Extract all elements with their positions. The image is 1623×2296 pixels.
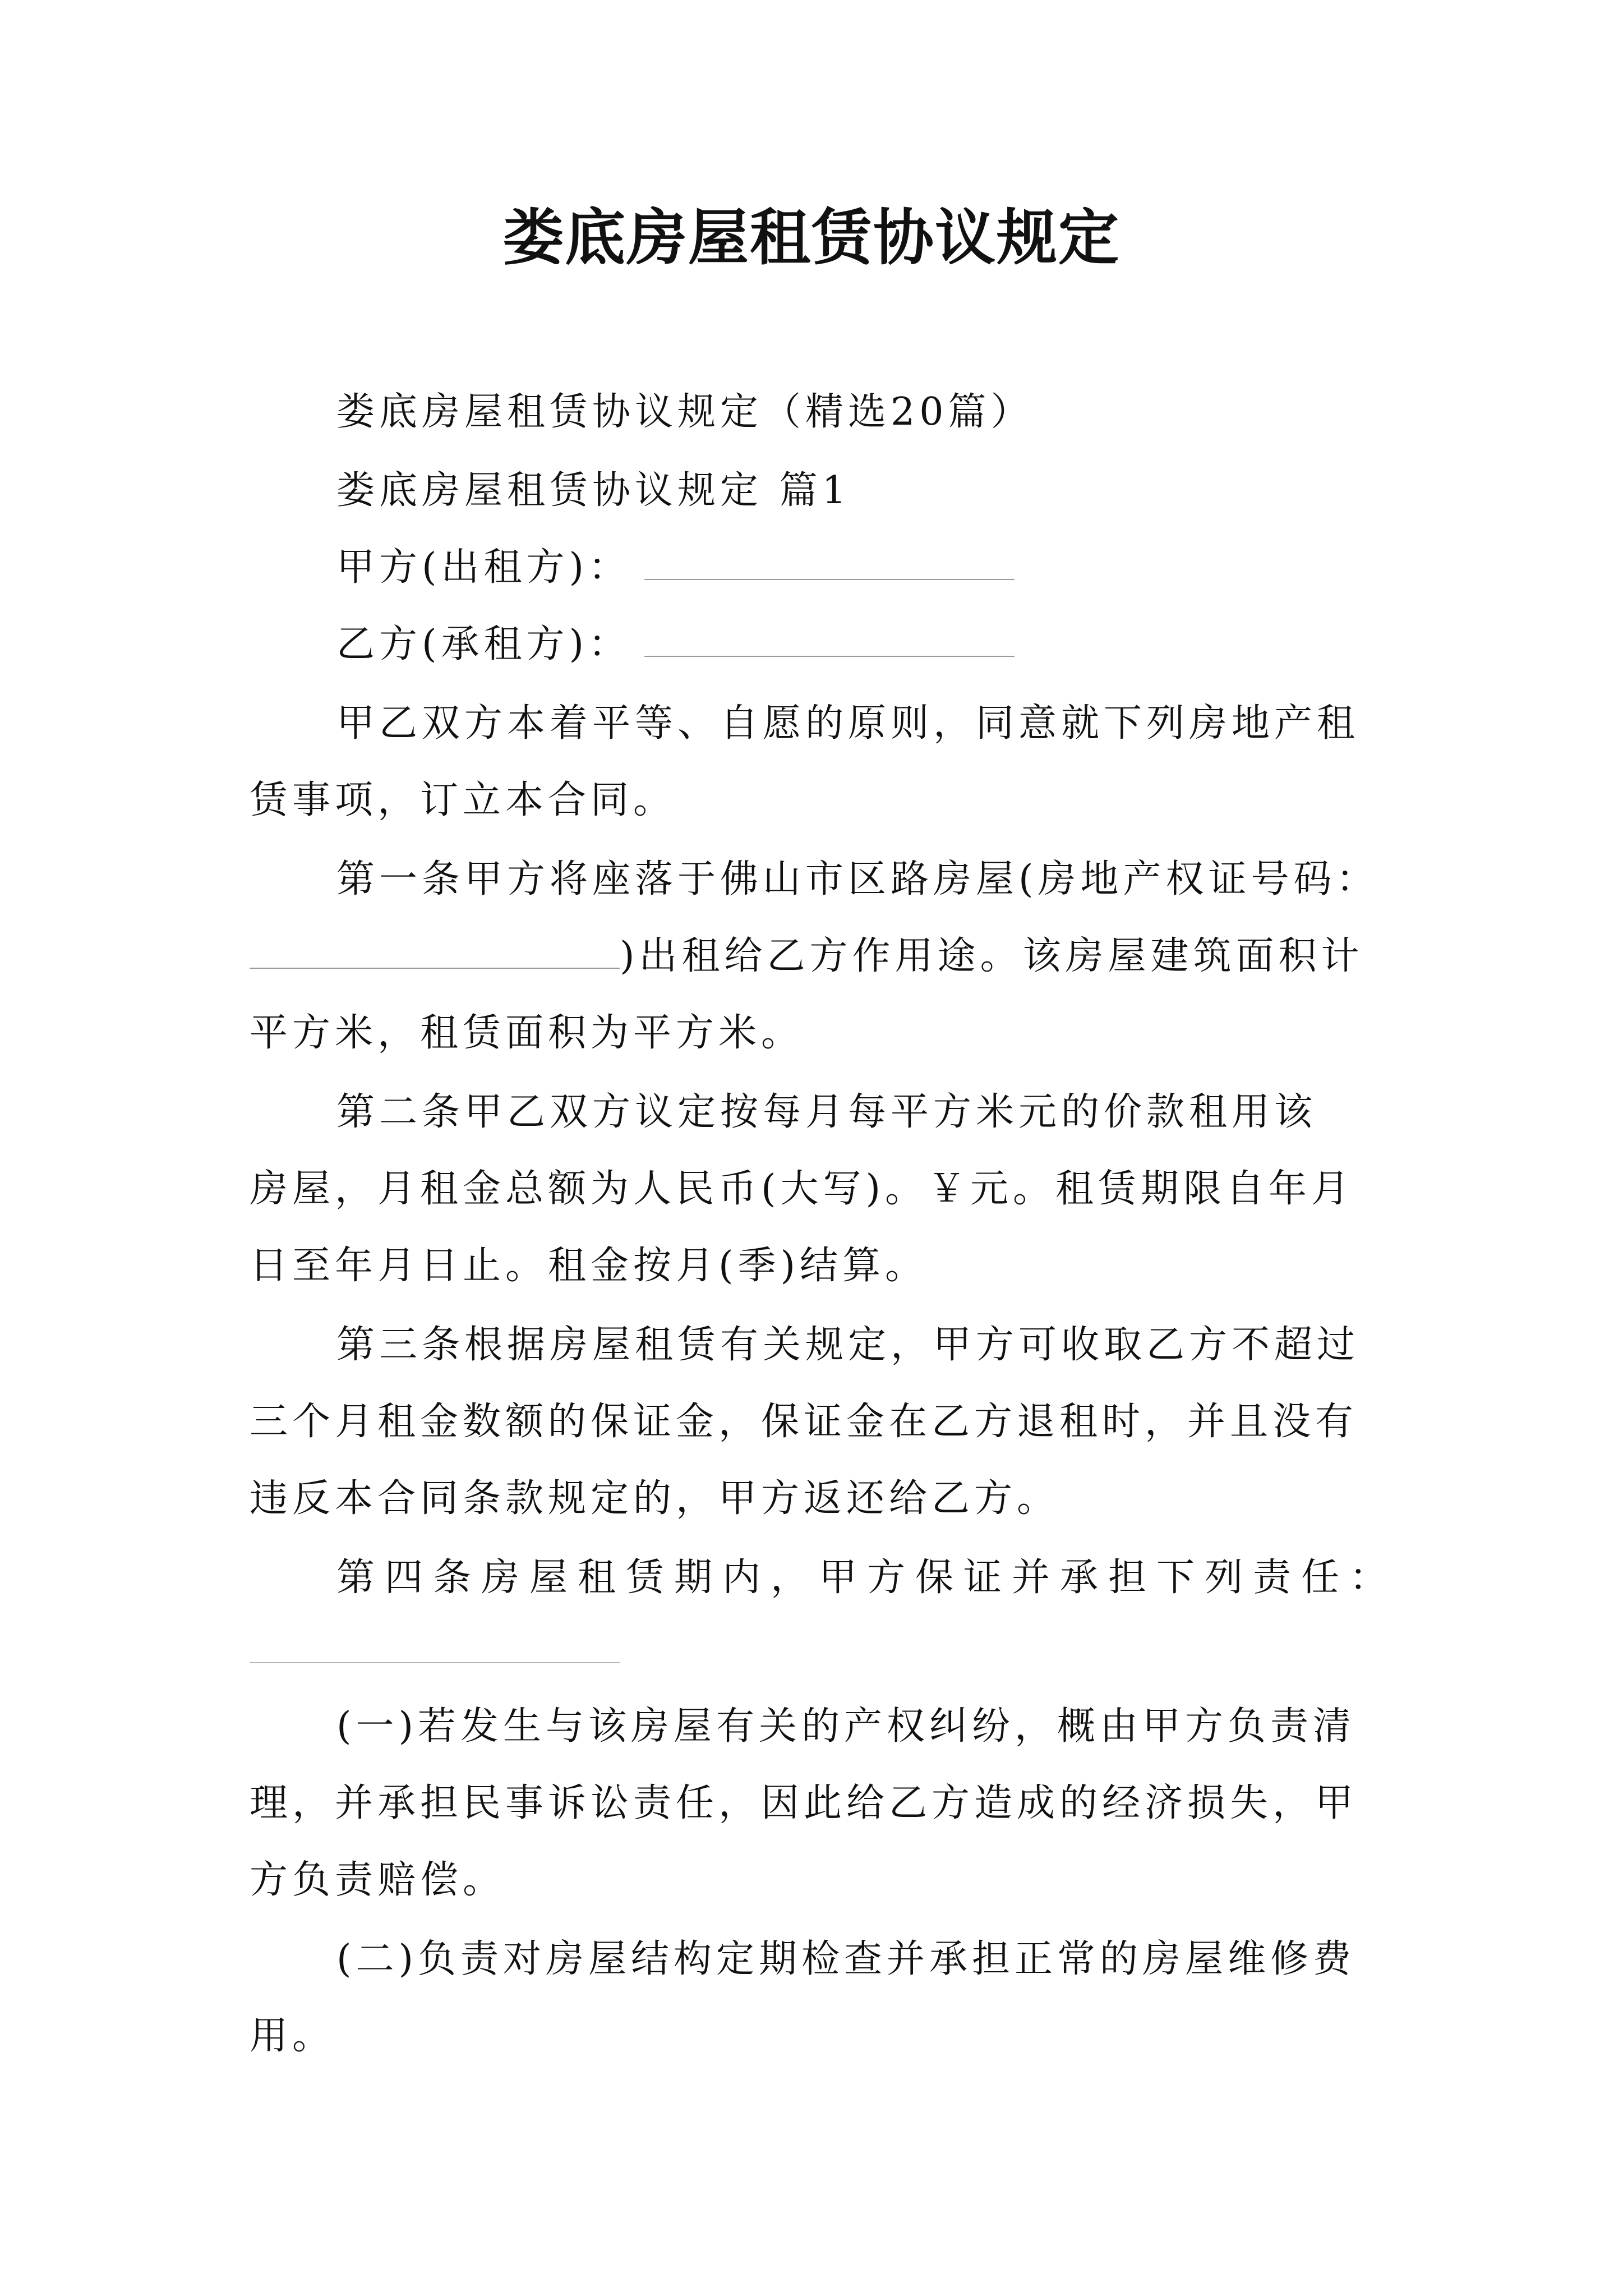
paragraph-3-line-3: 日至年月日止。租金按月(季)结算。 [250,1244,928,1288]
paragraph-2-line-1: 第一条甲方将座落于佛山市区路房屋(房地产权证号码： [336,857,1379,901]
party-a-label: 甲方(出租方)： [336,545,631,590]
paragraph-4-line-2: 三个月租金数额的保证金，保证金在乙方退租时，并且没有 [250,1400,1358,1444]
paragraph-7-line-2: 用。 [250,2014,335,2058]
party-b-blank [644,621,1015,657]
party-b-line [336,619,1015,670]
party-a-line [336,542,1015,593]
paragraph-1-line-1: 甲乙双方本着平等、自愿的原则，同意就下列房地产租 [336,701,1360,746]
paragraph-3-line-2: 房屋，月租金总额为人民币(大写)。￥元。租赁期限自年月 [250,1167,1354,1211]
paragraph-2-line-3: 平方米，租赁面积为平方米。 [250,1011,804,1055]
paragraph-6-line-1: (一)若发生与该房屋有关的产权纠纷，概由甲方负责清 [336,1704,1356,1749]
paragraph-7-line-1: (二)负责对房屋结构定期检查并承担正常的房屋维修费 [336,1937,1356,1981]
page-separator [250,1662,620,1663]
paragraph-4-line-3: 违反本合同条款规定的，甲方返还给乙方。 [250,1476,1060,1521]
paragraph-4-line-1: 第三条根据房屋租赁有关规定，甲方可收取乙方不超过 [336,1323,1360,1367]
party-b-label: 乙方(承租方)： [336,622,631,666]
document-title: 娄底房屋租赁协议规定 [502,203,1120,273]
paragraph-2-line-2 [250,931,1364,982]
certificate-number-blank [250,933,620,969]
section-heading: 娄底房屋租赁协议规定 篇1 [336,468,851,513]
paragraph-6-line-2: 理，并承担民事诉讼责任，因此给乙方造成的经济损失，甲 [250,1781,1358,1825]
paragraph-2-line-2-text: )出租给乙方作用途。该房屋建筑面积计 [620,934,1364,978]
party-a-blank [644,544,1015,580]
paragraph-1-line-2: 赁事项，订立本合同。 [250,778,676,822]
document-subtitle: 娄底房屋租赁协议规定（精选20篇） [336,390,1034,434]
paragraph-3-line-1: 第二条甲乙双方议定按每月每平方米元的价款租用该 [336,1090,1317,1134]
paragraph-6-line-3: 方负责赔偿。 [250,1858,506,1902]
paragraph-5-line-1: 第四条房屋租赁期内，甲方保证并承担下列责任： [336,1556,1398,1600]
